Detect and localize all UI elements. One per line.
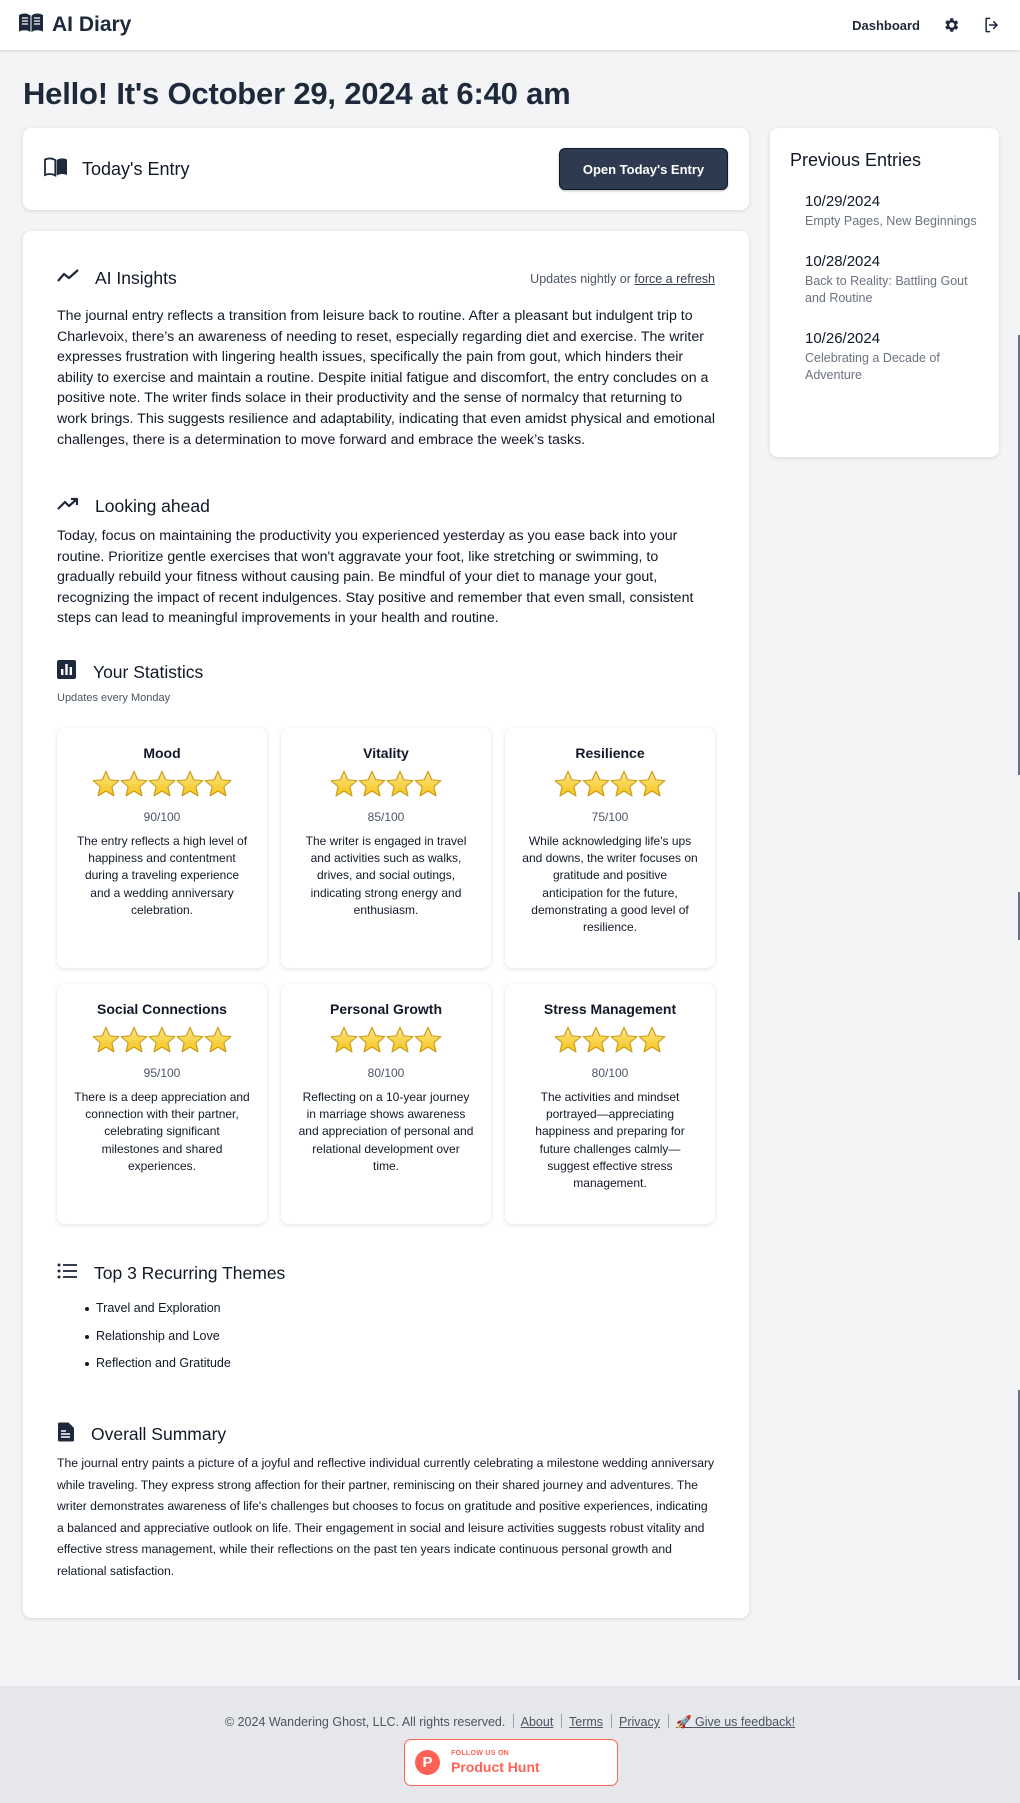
star-icon xyxy=(358,1025,386,1059)
stat-card-mood xyxy=(57,728,267,968)
divider xyxy=(668,1714,669,1728)
gear-icon[interactable] xyxy=(942,16,960,34)
star-icon xyxy=(176,1025,204,1059)
ai-insights-text: The journal entry reflects a transition from leisure back to routine. After a pleasant but indulgent trip to Charlevoix, there’s an awareness of needing to reset, especially regarding diet and exercise. The writer expresses frustration with lingering health issues, specifically the pain from gout, which hinders their ability to exercise and maintain a routine. Despite initial fatigue and discomfort, the entry concludes on a positive note. The writer finds solace in their productivity and the sense of normalcy that returning to work brings. This suggests resilience and adaptability, indicating that even amidst physical and emotional challenges, there is a determination to move forward and embrace the week’s tasks. xyxy=(57,308,715,448)
about-link[interactable]: About xyxy=(520,1715,554,1729)
theme-item: Reflection and Gratitude xyxy=(85,1356,231,1370)
update-note-text: Updates nightly or xyxy=(530,272,635,286)
star-icon xyxy=(386,769,414,803)
stat-name: Social Connections xyxy=(97,1001,227,1017)
star-icon xyxy=(92,769,120,803)
statistics-title: Your Statistics xyxy=(93,661,204,682)
terms-link[interactable]: Terms xyxy=(569,1715,604,1729)
previous-entry-title: Celebrating a Decade of Adventure xyxy=(805,351,940,382)
star-icon xyxy=(204,769,232,803)
brand[interactable] xyxy=(18,12,131,39)
stat-description: The entry reflects a high level of happiness and contentment during a traveling experience and a wedding anniversary celebration. xyxy=(76,834,248,917)
previous-entries-heading: Previous Entries xyxy=(790,150,922,170)
stat-card-personal-growth xyxy=(281,984,491,1224)
statistics-header xyxy=(57,660,203,684)
previous-entries-card xyxy=(770,128,999,457)
star-icon xyxy=(638,769,666,803)
star-icon xyxy=(610,1025,638,1059)
previous-entry-date: 10/28/2024 xyxy=(805,253,881,270)
footer xyxy=(0,1686,1020,1803)
divider xyxy=(513,1714,514,1728)
greeting-heading: Hello! It's October 29, 2024 at 6:40 am xyxy=(23,76,571,111)
product-hunt-text xyxy=(451,1750,540,1775)
star-icon xyxy=(120,1025,148,1059)
ai-insights-title: AI Insights xyxy=(95,268,177,288)
star-icon xyxy=(386,1025,414,1059)
star-rating xyxy=(281,769,491,803)
book-open-icon xyxy=(44,157,68,182)
open-today-entry-button[interactable]: Open Today's Entry xyxy=(559,148,728,190)
previous-entry-title: Back to Reality: Battling Gout and Routine xyxy=(805,274,968,305)
theme-item: Travel and Exploration xyxy=(85,1301,231,1315)
stat-description: Reflecting on a 10-year journey in marriage shows awareness and appreciation of personal and relational development over time. xyxy=(298,1090,474,1173)
bar-chart-icon xyxy=(57,660,77,684)
star-icon xyxy=(148,769,176,803)
star-icon xyxy=(148,1025,176,1059)
stat-score: 85/100 xyxy=(367,810,405,824)
star-icon xyxy=(120,769,148,803)
stat-description: The writer is engaged in travel and activities such as walks, drives, and social outings, indicating strong energy and enthusiasm. xyxy=(305,834,467,917)
star-icon xyxy=(582,1025,610,1059)
stat-score: 90/100 xyxy=(143,810,181,824)
list-icon xyxy=(57,1263,78,1284)
star-rating xyxy=(57,769,267,803)
trend-line-icon xyxy=(57,268,79,289)
star-icon xyxy=(204,1025,232,1059)
star-icon xyxy=(582,769,610,803)
stat-name: Personal Growth xyxy=(329,1001,443,1017)
star-icon xyxy=(554,1025,582,1059)
copyright-text: © 2024 Wandering Ghost, LLC. All rights reserved. xyxy=(224,1715,506,1729)
stat-name: Vitality xyxy=(363,745,409,761)
star-icon xyxy=(92,1025,120,1059)
top-navbar xyxy=(0,0,1020,50)
previous-entry-date: 10/26/2024 xyxy=(805,330,881,347)
trending-up-icon xyxy=(57,496,79,517)
stat-name: Resilience xyxy=(575,745,645,761)
ai-insights-header xyxy=(57,268,177,289)
book-open-icon xyxy=(18,12,44,39)
star-icon xyxy=(414,1025,442,1059)
summary-header xyxy=(57,1422,226,1447)
stat-score: 95/100 xyxy=(143,1066,181,1080)
app-title: AI Diary xyxy=(52,13,132,36)
star-icon xyxy=(358,769,386,803)
insights-card xyxy=(23,231,749,1618)
nav-dashboard-link[interactable]: Dashboard xyxy=(852,17,920,33)
statistics-update-note: Updates every Monday xyxy=(57,692,171,704)
themes-title: Top 3 Recurring Themes xyxy=(94,1263,286,1283)
product-hunt-badge[interactable] xyxy=(404,1739,618,1786)
previous-entry-date: 10/29/2024 xyxy=(805,193,881,210)
previous-entry-item[interactable] xyxy=(790,330,979,384)
star-icon xyxy=(554,769,582,803)
star-rating xyxy=(57,1025,267,1059)
looking-ahead-header xyxy=(57,496,210,517)
star-icon xyxy=(610,769,638,803)
star-icon xyxy=(638,1025,666,1059)
summary-title: Overall Summary xyxy=(91,1424,227,1444)
privacy-link[interactable]: Privacy xyxy=(619,1715,661,1729)
stat-description: There is a deep appreciation and connection with their partner, celebrating significant milestones and shared experiences. xyxy=(74,1090,250,1173)
star-icon xyxy=(330,769,358,803)
product-hunt-logo-icon: P xyxy=(415,1750,440,1775)
star-rating xyxy=(505,769,715,803)
force-refresh-link[interactable]: force a refresh xyxy=(634,272,715,286)
stat-name: Stress Management xyxy=(543,1001,677,1017)
theme-item: Relationship and Love xyxy=(85,1329,231,1343)
logout-icon[interactable] xyxy=(982,15,1002,35)
previous-entry-title: Empty Pages, New Beginnings xyxy=(805,214,977,228)
stat-card-vitality xyxy=(281,728,491,968)
star-icon xyxy=(176,769,204,803)
footer-links xyxy=(0,1714,1020,1730)
star-rating xyxy=(505,1025,715,1059)
star-icon xyxy=(414,769,442,803)
looking-ahead-title: Looking ahead xyxy=(95,496,210,516)
stat-card-social-connections xyxy=(57,984,267,1224)
stat-card-stress-management xyxy=(505,984,715,1224)
today-entry-title: Today's Entry xyxy=(82,158,190,179)
themes-list xyxy=(85,1301,231,1384)
themes-header xyxy=(57,1263,285,1284)
star-rating xyxy=(281,1025,491,1059)
previous-entry-item[interactable] xyxy=(790,253,979,307)
stat-score: 80/100 xyxy=(591,1066,629,1080)
feedback-link[interactable]: 🚀 Give us feedback! xyxy=(675,1715,796,1729)
looking-ahead-text: Today, focus on maintaining the productivity you experienced yesterday as you ease back into your routine. Prioritize gentle exercises that won't aggravate your foot, like stretching or swimming, to gradually rebuild your fitness without causing pain. Be mindful of your diet to manage your gout, recognizing the impact of recent indulgences. Stay positive and remember that even small, consistent steps can lead to meaningful improvements in your health and routine. xyxy=(57,528,694,627)
stat-description: While acknowledging life's ups and downs, the writer focuses on gratitude and positive anticipation for the future, demonstrating a good level of resilience. xyxy=(522,834,698,935)
stat-score: 75/100 xyxy=(591,810,629,824)
document-icon xyxy=(57,1422,75,1447)
stat-card-resilience xyxy=(505,728,715,968)
stat-description: The activities and mindset portrayed—appreciating happiness and preparing for future challenges calmly—suggest effective stress management. xyxy=(535,1090,685,1191)
insights-update-note xyxy=(530,272,715,286)
product-hunt-name: Product Hunt xyxy=(451,1759,540,1775)
product-hunt-caption: FOLLOW US ON xyxy=(451,1750,510,1757)
divider xyxy=(611,1714,612,1728)
summary-text: The journal entry paints a picture of a joyful and reflective individual currently celebrating a milestone wedding anniversary while traveling. They express strong affection for their partner, reminiscing on their shared journey and adventures. The writer demonstrates awareness of life's challenges but chooses to focus on gratitude and positive experiences, indicating a balanced and appreciative outlook on life. Their engagement in social and leisure activities suggests robust vitality and effective stress management, while their reflections on the past ten years indicate continuous personal growth and relational satisfaction. xyxy=(57,1456,715,1578)
today-entry-card xyxy=(23,128,749,210)
star-icon xyxy=(330,1025,358,1059)
divider xyxy=(561,1714,562,1728)
stat-name: Mood xyxy=(143,745,181,761)
stat-score: 80/100 xyxy=(367,1066,405,1080)
previous-entry-item[interactable] xyxy=(790,193,979,230)
